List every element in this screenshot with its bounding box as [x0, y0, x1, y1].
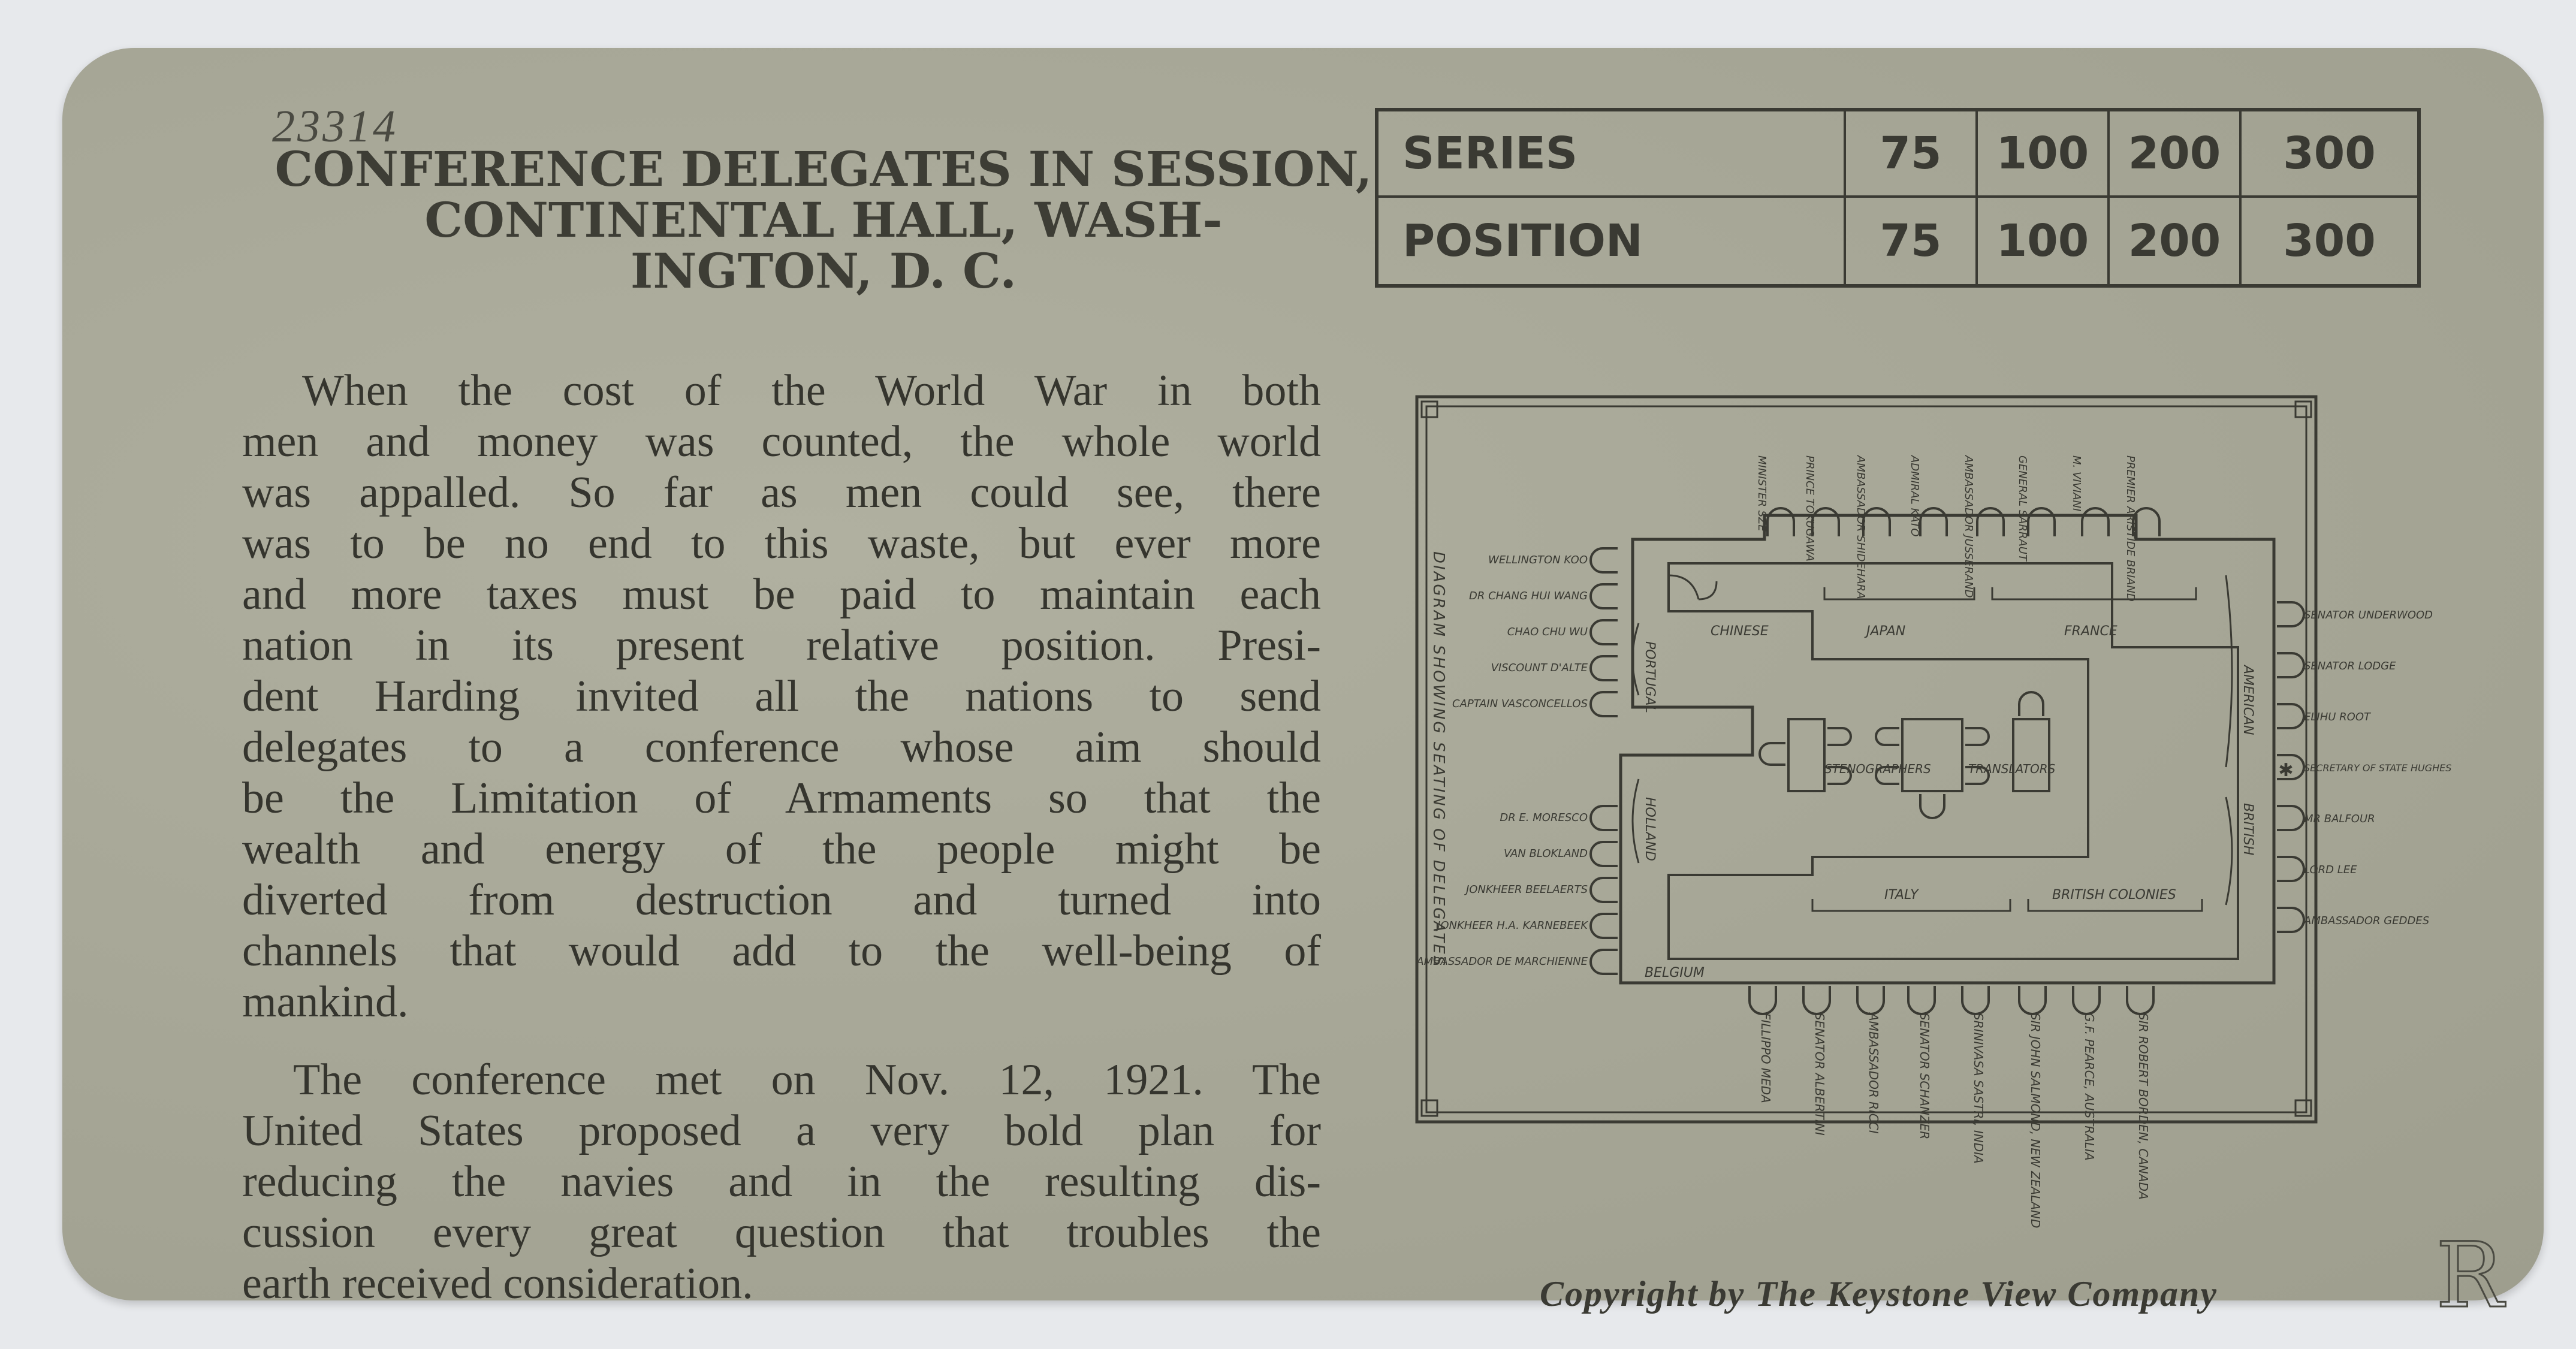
chair — [1760, 743, 1785, 765]
stenographer-desk — [1788, 719, 1824, 791]
diagram-caption: DIAGRAM SHOWING SEATING OF DELEGATES — [1429, 551, 1447, 968]
series-position-table — [1375, 108, 2421, 288]
chair — [1876, 728, 1899, 745]
delegate-name: JONKHEER BEELAERTS — [1466, 883, 1588, 896]
delegate-name: SENATOR ALBERTINI — [1812, 1013, 1827, 1136]
chair — [1591, 842, 1618, 866]
delegate-name: AMBASSADOR RICCI — [1866, 1013, 1881, 1134]
text-line: mankind. — [242, 977, 409, 1027]
chair — [2277, 704, 2304, 728]
group-bracket-japan — [1824, 587, 1974, 599]
series-cell: 300 — [2242, 111, 2417, 198]
chair — [1591, 806, 1618, 830]
group-bracket-holland — [1633, 779, 1639, 863]
title-line: INGTON, D. C. — [630, 243, 1017, 299]
delegate-name: WELLINGTON KOO — [1488, 554, 1588, 566]
delegate-name: SIR JOHN SALMOND, NEW ZEALAND — [2028, 1013, 2043, 1229]
corner-ornament — [2296, 402, 2311, 417]
group-bracket-american — [2226, 575, 2232, 767]
chair — [2277, 653, 2304, 677]
chair — [1749, 986, 1776, 1014]
corner-ornament — [2296, 1100, 2311, 1116]
group-bracket-france — [1992, 587, 2196, 599]
center-desk — [1902, 719, 1962, 791]
group-label-france: FRANCE — [2064, 624, 2117, 639]
chair — [2019, 986, 2046, 1014]
chair — [1767, 508, 1794, 536]
text-line: was to be no end to this waste, but ever more — [242, 519, 1321, 568]
title-line: CONFERENCE DELEGATES IN SESSION, — [275, 141, 1373, 197]
chair — [2277, 806, 2304, 830]
delegate-name: JONKHEER H.A. KARNEBEEK — [1437, 919, 1588, 932]
conference-table-outline — [1621, 515, 2274, 983]
delegate-name: SIR ROBERT BORDEN, CANADA — [2136, 1013, 2150, 1200]
delegate-name: SENATOR LODGE — [2304, 660, 2396, 672]
delegate-name: CAPTAIN VASCONCELLOS — [1452, 698, 1588, 710]
seating-diagram — [1405, 384, 2452, 1229]
left-chairs — [1591, 548, 1618, 974]
delegate-name: ELIHU ROOT — [2304, 711, 2370, 723]
chair — [1591, 620, 1618, 644]
star-icon: ✱ — [2278, 760, 2294, 781]
text-line: dent Harding invited all the nations to send — [242, 672, 1321, 721]
group-label-british-colonies: BRITISH COLONIES — [2052, 888, 2176, 903]
group-label-chinese: CHINESE — [1711, 624, 1769, 639]
chair — [1591, 950, 1618, 974]
pencil-mark-text: R — [2436, 1224, 2503, 1328]
delegate-name: DR CHANG HUI WANG — [1468, 590, 1588, 602]
series-cell: 200 — [2110, 111, 2242, 198]
corner-ornament — [1422, 402, 1437, 417]
group-bracket-british — [2226, 797, 2232, 905]
text-line: channels that would add to the well-being of — [242, 927, 1321, 976]
chair — [2277, 602, 2304, 626]
delegate-name: G.F. PEARCE, AUSTRALIA — [2082, 1013, 2097, 1161]
chair — [1962, 986, 1989, 1014]
delegate-name: PREMIER ARISTIDE BRIAND — [2124, 455, 2137, 602]
delegate-name: LORD LEE — [2304, 864, 2357, 876]
group-label-japan: JAPAN — [1866, 624, 1906, 639]
copyright-notice: Copyright by The Keystone View Company — [1540, 1274, 2218, 1314]
text-line: men and money was counted, the whole world — [242, 417, 1321, 466]
text-line: nation in its present relative position. Presi- — [242, 621, 1321, 670]
chair — [1920, 794, 1944, 818]
text-line: diverted from destruction and turned into — [242, 876, 1321, 925]
chair — [1591, 914, 1618, 938]
catalog-number: 23314 — [272, 101, 398, 152]
group-label-british: BRITISH — [2240, 803, 2255, 856]
delegate-name: VISCOUNT D'ALTE — [1491, 662, 1588, 674]
delegate-name: ADMIRAL KATO — [1908, 455, 1921, 537]
bottom-delegate-labels — [1758, 1012, 2150, 1228]
description-paragraph-2 — [242, 1055, 1321, 1309]
delegate-name: SECRETARY OF STATE HUGHES — [2304, 762, 2452, 774]
delegate-name: CHAO CHU WU — [1507, 626, 1588, 638]
text-line: earth received consideration. — [242, 1259, 753, 1308]
chair — [1591, 656, 1618, 680]
chair — [1920, 508, 1947, 536]
position-cell: 300 — [2283, 215, 2376, 267]
chair — [1803, 986, 1830, 1014]
chair — [2082, 508, 2109, 536]
chair — [2277, 857, 2304, 881]
text-line: wealth and energy of the people might be — [242, 825, 1321, 874]
chair — [1591, 584, 1618, 608]
chair — [1591, 692, 1618, 716]
text-line: cussion every great question that troubles the — [242, 1208, 1321, 1257]
text-line: and more taxes must be paid to maintain each — [242, 570, 1321, 619]
text-line: United States proposed a very bold plan for — [242, 1106, 1321, 1155]
group-label-italy: ITALY — [1884, 888, 1919, 903]
group-label-portugal: PORTUGAL — [1642, 641, 1657, 713]
chair — [1857, 986, 1884, 1014]
delegate-name: FILLIPPO MEDA — [1758, 1013, 1773, 1103]
delegate-name: AMBASSADOR GEDDES — [2304, 915, 2430, 927]
chair — [1591, 548, 1618, 572]
group-label-stenographers: STENOGRAPHERS — [1824, 762, 1931, 776]
group-labels — [1642, 624, 2255, 980]
chair — [1908, 986, 1935, 1014]
pencil-annotation — [2424, 1217, 2508, 1336]
group-label-belgium: BELGIUM — [1645, 965, 1705, 980]
position-cell: 100 — [1978, 198, 2110, 284]
text-line: reducing the navies and in the resulting dis- — [242, 1157, 1321, 1206]
delegate-name: AMBASSADOR DE MARCHIENNE — [1416, 955, 1588, 968]
text-line: The conference met on Nov. 12, 1921. The — [293, 1055, 1321, 1104]
translator-desk — [2013, 719, 2049, 791]
text-line: be the Limitation of Armaments so that the — [242, 774, 1321, 823]
group-label-holland: HOLLAND — [1642, 797, 1657, 861]
bottom-chairs — [1749, 986, 2153, 1014]
delegate-name: DR E. MORESCO — [1500, 811, 1588, 824]
position-cell: 75 — [1846, 198, 1978, 284]
series-cell: 75 — [1846, 111, 1978, 198]
delegate-name: AMBASSADOR JUSSERAND — [1962, 455, 1975, 598]
chair — [1977, 508, 2004, 536]
chair — [2127, 986, 2153, 1014]
delegate-name: VAN BLOKLAND — [1503, 847, 1588, 860]
delegate-name: MINISTER SZE — [1755, 455, 1768, 532]
chair — [2028, 508, 2055, 536]
delegate-name: SRINIVASA SASTRI, INDIA — [1971, 1013, 1986, 1164]
position-cell: 200 — [2110, 198, 2242, 284]
text-line: When the cost of the World War in both — [302, 366, 1321, 415]
delegate-name: SENATOR UNDERWOOD — [2304, 609, 2433, 621]
description-paragraph-1 — [242, 366, 1321, 1028]
stereoview-card-back — [62, 48, 2544, 1328]
position-label: POSITION — [1379, 198, 1846, 284]
chair — [2277, 908, 2304, 932]
series-cell: 100 — [1978, 111, 2110, 198]
delegate-name: PRINCE TOKUGAWA — [1803, 455, 1816, 562]
delegate-name: SENATOR SCHANZER — [1917, 1013, 1932, 1140]
text-line: delegates to a conference whose aim should — [242, 723, 1321, 772]
chair — [1965, 728, 1989, 745]
right-delegate-labels — [2303, 609, 2451, 927]
title-line: CONTINENTAL HALL, WASH- — [424, 192, 1223, 248]
delegate-name: MR BALFOUR — [2304, 813, 2375, 825]
group-label-translators: TRANSLATORS — [1968, 762, 2056, 776]
chair — [2019, 692, 2043, 716]
chair — [2073, 986, 2100, 1014]
card-title — [266, 141, 1381, 299]
group-label-american: AMERICAN — [2240, 665, 2255, 735]
chair — [1827, 728, 1851, 745]
corner-ornament — [1422, 1100, 1437, 1116]
chair — [1591, 878, 1618, 902]
text-line: was appalled. So far as men could see, there — [242, 468, 1321, 517]
delegate-name: M. VIVIANI — [2070, 455, 2083, 512]
delegate-name: AMBASSADOR SHIDEHARA — [1854, 455, 1867, 599]
delegate-name: GENERAL SARRAUT — [2016, 455, 2029, 561]
series-label: SERIES — [1379, 111, 1846, 198]
